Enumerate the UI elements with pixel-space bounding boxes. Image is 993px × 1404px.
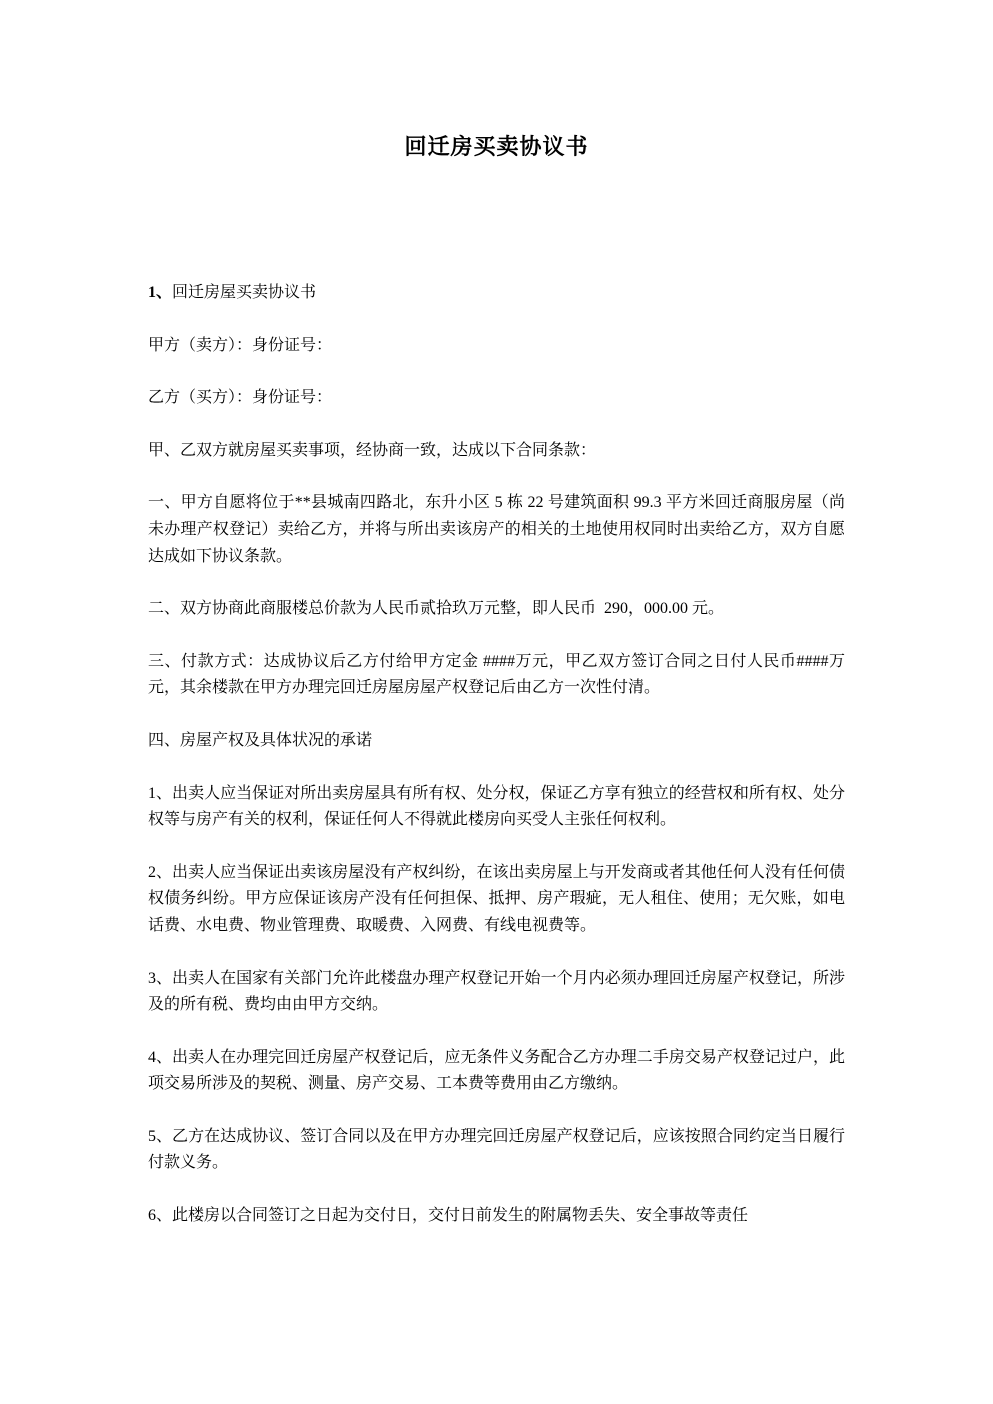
paragraph-clause-2: 二、双方协商此商服楼总价款为人民币贰拾玖万元整，即人民币 290，000.00 元。 <box>148 600 725 618</box>
paragraph-clause-4-item-3: 3、出卖人在国家有关部门允许此楼盘办理产权登记开始一个月内必须办理回迁房屋产权登记，所涉及的所有税、费均由由甲方交纳。 <box>148 969 845 1014</box>
paragraph-subtitle <box>148 280 845 307</box>
paragraph-clause-4-item-5: 5、乙方在达成协议、签订合同以及在甲方办理完回迁房屋产权登记后，应该按照合同约定当日履行付款义务。 <box>148 1127 845 1172</box>
paragraph-clause-4-item-2: 2、出卖人应当保证出卖该房屋没有产权纠纷，在该出卖房屋上与开发商或者其他任何人没有任何债权债务纠纷。甲方应保证该房产没有任何担保、抵押、房产瑕疵，无人租住、使用；无欠账，如电话费、水电费、物业管理费、取暖费、入网费、有线电视费等。 <box>148 863 845 934</box>
paragraph-clause-4-item-4: 4、出卖人在办理完回迁房屋产权登记后，应无条件义务配合乙方办理二手房交易产权登记过户，此项交易所涉及的契税、测量、房产交易、工本费等费用由乙方缴纳。 <box>148 1048 845 1093</box>
document-title: 回迁房买卖协议书 <box>404 134 589 159</box>
paragraph-clause-3: 三、付款方式：达成协议后乙方付给甲方定金 ####万元，甲乙双方签订合同之日付人民币####万元，其余楼款在甲方办理完回迁房屋房屋产权登记后由乙方一次性付清。 <box>148 652 845 697</box>
paragraph-clause-4-item-6: 6、此楼房以合同签订之日起为交付日，交付日前发生的附属物丢失、安全事故等责任 <box>148 1207 749 1225</box>
paragraph-clause-4-item-1: 1、出卖人应当保证对所出卖房屋具有所有权、处分权，保证乙方享有独立的经营权和所有权、处分权等与房产有关的权利，保证任何人不得就此楼房向买受人主张任何权利。 <box>148 784 845 829</box>
paragraph-party-b: 乙方（买方）：身份证号： <box>148 389 333 407</box>
subtitle-number: 1、 <box>148 284 173 301</box>
document-body <box>0 162 993 1230</box>
paragraph-preamble: 甲、乙双方就房屋买卖事项，经协商一致，达成以下合同条款： <box>148 441 597 459</box>
paragraph-clause-4-heading: 四、房屋产权及具体状况的承诺 <box>148 731 373 749</box>
paragraph-party-a: 甲方（卖方）：身份证号： <box>148 336 333 354</box>
subtitle-text: 回迁房屋买卖协议书 <box>172 284 317 301</box>
paragraph-clause-1: 一、甲方自愿将位于**县城南四路北，东升小区 5 栋 22 号建筑面积 99.3 平方米回迁商服房屋（尚未办理产权登记）卖给乙方，并将与所出卖该房产的相关的土地使用权同时出卖给乙方，双方自愿达成如下协议条款。 <box>148 494 845 565</box>
